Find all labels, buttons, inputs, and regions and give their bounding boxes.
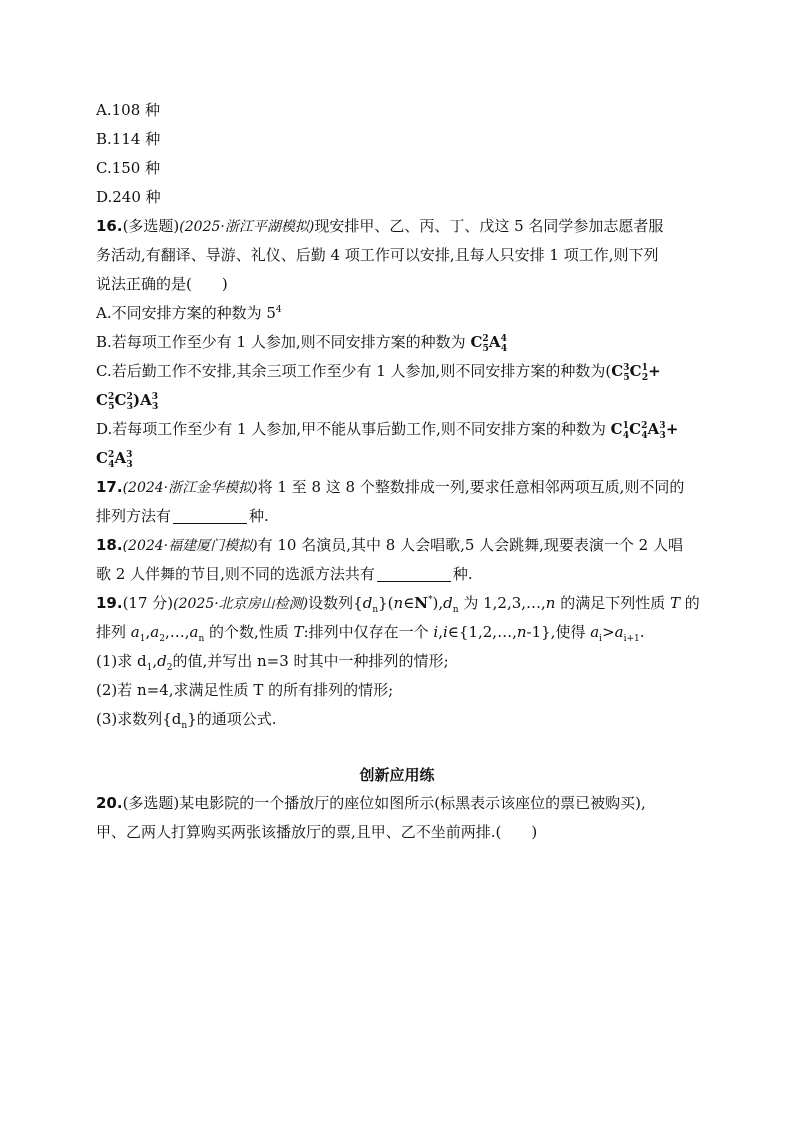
question-text: 排列方法有 <box>96 507 172 525</box>
answer-blank[interactable] <box>377 565 451 582</box>
question-text: 现安排甲、乙、丙、丁、戊这 5 名同学参加志愿者服 <box>314 217 664 235</box>
option-15-a: A.108 种 <box>96 101 160 119</box>
question-20-line2: 甲、乙两人打算购买两张该播放厅的票,且甲、乙不坐前两排.( ) <box>96 823 538 841</box>
question-20-line1 <box>96 793 646 815</box>
question-18-line2 <box>96 564 473 586</box>
question-text: 有 10 名演员,其中 8 人会唱歌,5 人会跳舞,现要表演一个 2 人唱 <box>257 536 683 554</box>
question-16-line1 <box>96 216 663 238</box>
option-16-c-line2 <box>96 390 158 412</box>
exponent: 4 <box>275 305 282 315</box>
formula: $C^2_5C^2_3)A^3_3$ <box>96 391 159 412</box>
option-text: A.不同安排方案的种数为 5 <box>96 304 276 322</box>
question-17-line1 <box>96 477 684 499</box>
section-title: 创新应用练 <box>359 766 435 784</box>
question-text: 设数列$\{d_n\}(n\in N^*),d_n$ 为 1,2,3,…,n 的满足下列性质 T 的 <box>308 594 700 615</box>
option-15-b: B.114 种 <box>96 130 161 148</box>
option-16-d-line2 <box>96 448 133 470</box>
option-15-c: C.150 种 <box>96 159 161 177</box>
option-text: D.若每项工作至少有 1 人参加,甲不能从事后勤工作,则不同安排方案的种数为 <box>96 420 606 438</box>
question-19-line1 <box>96 593 700 615</box>
formula: $C^2_4A^3_3$ <box>96 449 133 470</box>
question-text: 种. <box>452 565 473 583</box>
question-number: 19. <box>96 594 123 612</box>
question-number: 16. <box>96 217 123 235</box>
question-text: 的值,并写出 n=3 时其中一种排列的情形; <box>172 652 449 670</box>
question-19-sub3: (3)求数列$\{d_n\}$的通项公式. <box>96 710 277 731</box>
question-text: }的通项公式. <box>187 710 277 728</box>
question-tag: (多选题) <box>122 794 180 812</box>
question-19-sub1: (1)求 $d_1,d_2$的值,并写出 n=3 时其中一种排列的情形; <box>96 652 449 673</box>
question-number: 20. <box>96 794 123 812</box>
question-text: 种. <box>249 507 269 525</box>
question-source: (2024·浙江金华模拟) <box>122 480 258 496</box>
question-text: 某电影院的一个播放厅的座位如图所示(标黑表示该座位的票已被购买), <box>179 794 646 812</box>
question-text: 排列 $a_1,a_2,\dots,a_n$ 的个数,性质 T:排列中仅存在一个 i,i∈{1,2,…,n-1},使得 $a_i>a_{i+1}$. <box>96 623 645 644</box>
question-text: (3)求数列{d <box>96 710 182 728</box>
question-16-line2: 务活动,有翻译、导游、礼仪、后勤 4 项工作可以安排,且每人只安排 1 项工作,则下列 <box>96 246 659 264</box>
answer-blank[interactable] <box>173 507 247 524</box>
question-score: (17 分) <box>122 594 174 612</box>
option-16-a <box>96 303 282 325</box>
question-source: (2025·北京房山检测) <box>173 596 309 612</box>
option-15-d: D.240 种 <box>96 188 161 206</box>
question-number: 18. <box>96 536 123 554</box>
question-19-sub2: (2)若 n=4,求满足性质 T 的所有排列的情形; <box>96 681 394 699</box>
option-text: B.若每项工作至少有 1 人参加,则不同安排方案的种数为 <box>96 333 466 351</box>
question-source: (2024·福建厦门模拟) <box>122 538 258 554</box>
formula: $C^3_5C^1_2+$ <box>611 362 661 383</box>
formula: $C^1_4C^2_4A^3_3+$ <box>610 420 679 441</box>
option-16-b <box>96 332 507 354</box>
option-16-c-line1 <box>96 361 661 383</box>
question-text: 歌 2 人伴舞的节目,则不同的选派方法共有 <box>96 565 375 583</box>
question-number: 17. <box>96 478 123 496</box>
question-tag: (多选题) <box>122 217 180 235</box>
option-16-d-line1 <box>96 419 678 441</box>
question-16-line3: 说法正确的是( ) <box>96 275 228 293</box>
formula: $C^2_5A^4_4$ <box>470 333 508 354</box>
question-17-line2 <box>96 506 269 528</box>
question-19-line2 <box>96 622 645 644</box>
question-source: (2025·浙江平湖模拟) <box>179 219 315 235</box>
question-text: 将 1 至 8 这 8 个整数排成一列,要求任意相邻两项互质,则不同的 <box>257 478 685 496</box>
option-text: C.若后勤工作不安排,其余三项工作至少有 1 人参加,则不同安排方案的种数为( <box>96 362 612 380</box>
question-18-line1 <box>96 535 683 557</box>
question-text: (1)求 d <box>96 652 147 670</box>
